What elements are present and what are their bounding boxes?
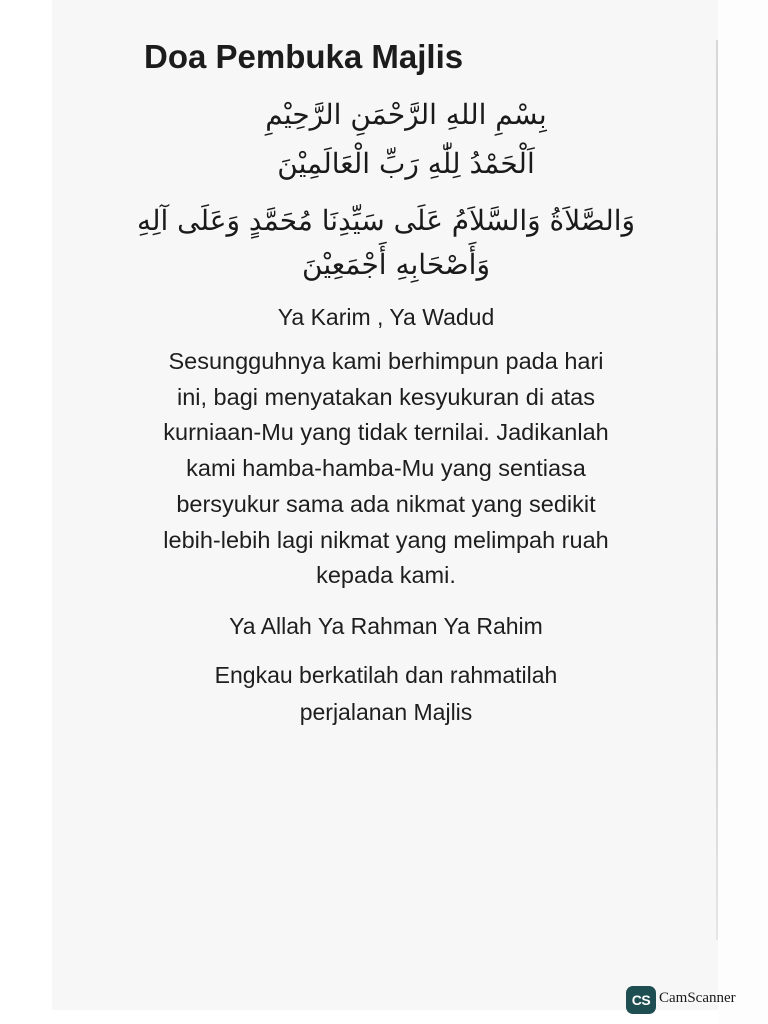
arabic-salawat-line-1: وَالصَّلاَةُ وَالسَّلاَمُ عَلَى سَيِّدِنَا مُحَمَّدٍ وَعَلَى آلِهِ [136,204,636,237]
camscanner-logo-icon: CS [626,986,656,1014]
paragraph-line: ini, bagi menyatakan kesyukuran di atas [176,383,596,410]
closing-line-2: perjalanan Majlis [299,699,473,725]
document-title: Doa Pembuka Majlis [144,38,464,75]
invocation-allah-rahman-rahim: Ya Allah Ya Rahman Ya Rahim [229,613,543,639]
arabic-hamdalah: اَلْحَمْدُ لِلّٰهِ رَبِّ الْعَالَمِيْنَ [277,147,535,180]
paragraph-line: kami hamba-hamba-Mu yang sentiasa [186,455,586,482]
paragraph-line: kurniaan-Mu yang tidak ternilai. Jadikanlah [163,419,609,446]
closing-line-1: Engkau berkatilah dan rahmatilah [214,662,558,688]
paragraph-line: Sesungguhnya kami berhimpun pada hari [168,348,604,374]
paragraph-line: lebih-lebih lagi nikmat yang melimpah ruah [163,526,609,553]
paragraph-line: kepada kami. [316,562,456,589]
invocation-karim-wadud: Ya Karim , Ya Wadud [277,304,495,330]
scan-margin [718,0,768,1024]
main-paragraph [52,344,720,594]
arabic-basmalah: بِسْمِ اللهِ الرَّحْمَنِ الرَّحِيْمِ [265,98,547,131]
paragraph-line: bersyukur sama ada nikmat yang sedikit [176,490,596,517]
camscanner-brand-text: CamScanner [659,990,736,1006]
arabic-salawat-line-2: وَأَصْحَابِهِ أَجْمَعِيْنَ [302,248,490,281]
